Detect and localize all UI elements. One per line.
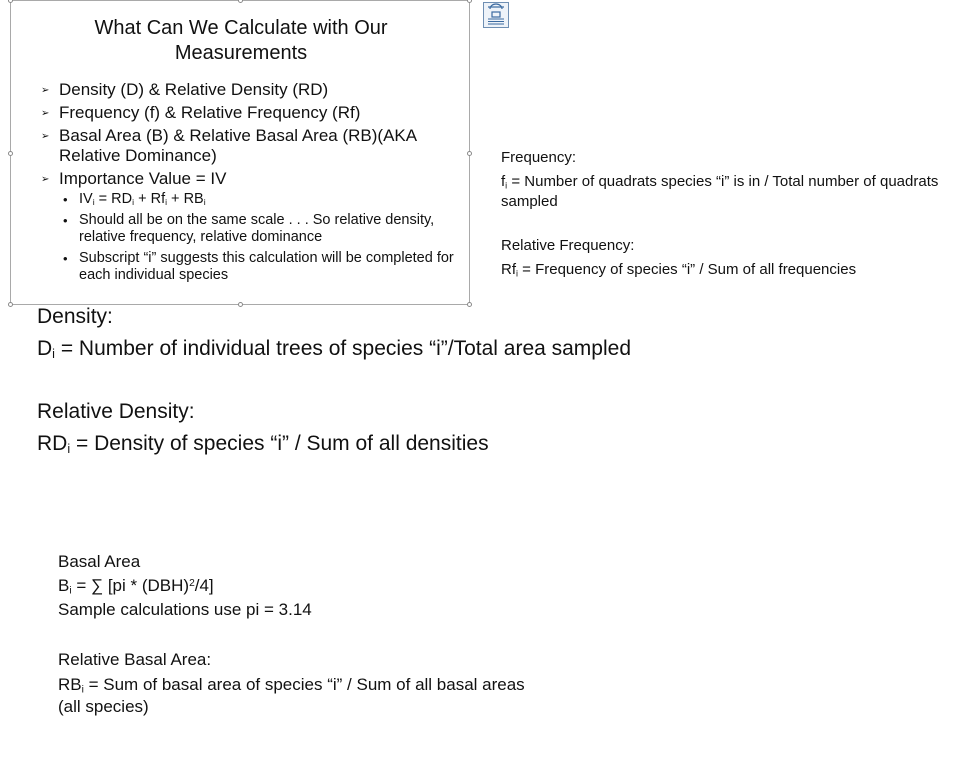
subscript-i: i xyxy=(132,197,135,208)
resize-handle-right[interactable] xyxy=(467,151,472,156)
arrow-bullet-icon: ➢ xyxy=(41,131,50,142)
subscript-i: i xyxy=(203,197,206,208)
relative-density-formula-text: = Density of species “i” / Sum of all densities xyxy=(70,432,489,455)
slide-title-line-2: Measurements xyxy=(174,42,308,64)
dot-bullet-icon: • xyxy=(63,192,68,207)
bullet-item xyxy=(41,126,466,166)
sub-bullet-text: Subscript “i” suggests this calculation will be completed for each individual species xyxy=(79,250,454,283)
arrow-bullet-icon: ➢ xyxy=(41,174,50,185)
plus-sign: + xyxy=(167,191,184,207)
resize-handle-top[interactable] xyxy=(238,0,243,3)
rb-symbol: RB xyxy=(58,675,82,694)
arrow-bullet-icon: ➢ xyxy=(41,108,50,119)
density-heading: Density: xyxy=(37,305,113,328)
sub-bullet-list xyxy=(59,191,466,284)
equals-sign: = xyxy=(94,191,112,207)
subscript-i: i xyxy=(81,684,84,696)
sub-bullet-item-iv-formula xyxy=(59,191,466,208)
sub-bullet-item xyxy=(59,250,466,284)
relative-basal-area-formula-text: = Sum of basal area of species “i” / Sum of all basal areas (all species) xyxy=(58,675,525,716)
subscript-i: i xyxy=(165,197,168,208)
layout-options-icon[interactable] xyxy=(483,2,509,28)
basal-area-note: Sample calculations use pi = 3.14 xyxy=(58,600,312,619)
slide-title xyxy=(11,16,471,66)
d-symbol: D xyxy=(37,337,53,360)
iv-symbol: IV xyxy=(79,191,93,207)
resize-handle-top-left[interactable] xyxy=(8,0,13,3)
subscript-i: i xyxy=(67,442,71,457)
relative-density-formula xyxy=(37,430,637,457)
bullet-text: Basal Area (B) & Relative Basal Area (RB)(AKA Relative Dominance) xyxy=(59,126,417,165)
resize-handle-left[interactable] xyxy=(8,151,13,156)
f-symbol: f xyxy=(501,173,506,190)
basal-area-formula-pre: = ∑ [pi * (DBH) xyxy=(71,576,190,595)
rb-symbol: RB xyxy=(183,191,204,207)
bullet-list xyxy=(41,80,466,288)
frequency-formula xyxy=(501,172,941,212)
b-symbol: B xyxy=(58,576,70,595)
density-formula xyxy=(37,335,637,362)
relative-frequency-formula-text: = Frequency of species “i” / Sum of all frequencies xyxy=(518,261,857,278)
slide-title-line-1: What Can We Calculate with Our xyxy=(94,17,388,39)
dot-bullet-icon: • xyxy=(63,213,68,228)
subscript-i: i xyxy=(69,585,72,597)
bullet-item xyxy=(41,169,466,284)
rf-symbol: Rf xyxy=(150,191,166,207)
layout-options-glyph xyxy=(484,3,508,27)
relative-basal-area-formula xyxy=(58,674,528,718)
relative-basal-area-heading: Relative Basal Area: xyxy=(58,650,212,669)
rd-symbol: RD xyxy=(37,432,68,455)
frequency-heading: Frequency: xyxy=(501,149,577,166)
frequency-section xyxy=(501,148,941,280)
sub-bullet-text: Should all be on the same scale . . . So relative density, relative frequency, relative dominance xyxy=(79,212,435,245)
resize-handle-bottom-left[interactable] xyxy=(8,302,13,307)
relative-frequency-heading: Relative Frequency: xyxy=(501,237,635,254)
arrow-bullet-icon: ➢ xyxy=(41,85,50,96)
rf-symbol: Rf xyxy=(501,261,516,278)
bullet-text: Density (D) & Relative Density (RD) xyxy=(59,80,329,99)
plus-sign: + xyxy=(134,191,151,207)
basal-area-section xyxy=(58,550,528,718)
bullet-text: Importance Value = IV xyxy=(59,169,227,188)
subscript-i: i xyxy=(52,347,55,362)
density-formula-text: = Number of individual trees of species “i”/Total area sampled xyxy=(54,337,632,360)
frequency-formula-text: = Number of quadrats species “i” is in / Total number of quadrats sampled xyxy=(501,173,939,210)
basal-area-heading: Basal Area xyxy=(58,552,141,571)
resize-handle-top-right[interactable] xyxy=(467,0,472,3)
basal-area-formula xyxy=(58,574,528,598)
subscript-i: i xyxy=(92,197,95,208)
superscript-2: 2 xyxy=(189,577,195,589)
subscript-i: i xyxy=(505,180,508,191)
relative-frequency-formula xyxy=(501,260,941,280)
slide-text-box[interactable] xyxy=(10,0,470,305)
relative-density-heading: Relative Density: xyxy=(37,400,195,423)
bullet-item xyxy=(41,103,466,123)
sub-bullet-item xyxy=(59,212,466,246)
dot-bullet-icon: • xyxy=(63,251,68,266)
bullet-item xyxy=(41,80,466,100)
density-section xyxy=(37,303,637,457)
rd-symbol: RD xyxy=(111,191,133,207)
bullet-text: Frequency (f) & Relative Frequency (Rf) xyxy=(59,103,361,122)
subscript-i: i xyxy=(516,268,518,279)
basal-area-formula-post: /4] xyxy=(194,576,214,595)
